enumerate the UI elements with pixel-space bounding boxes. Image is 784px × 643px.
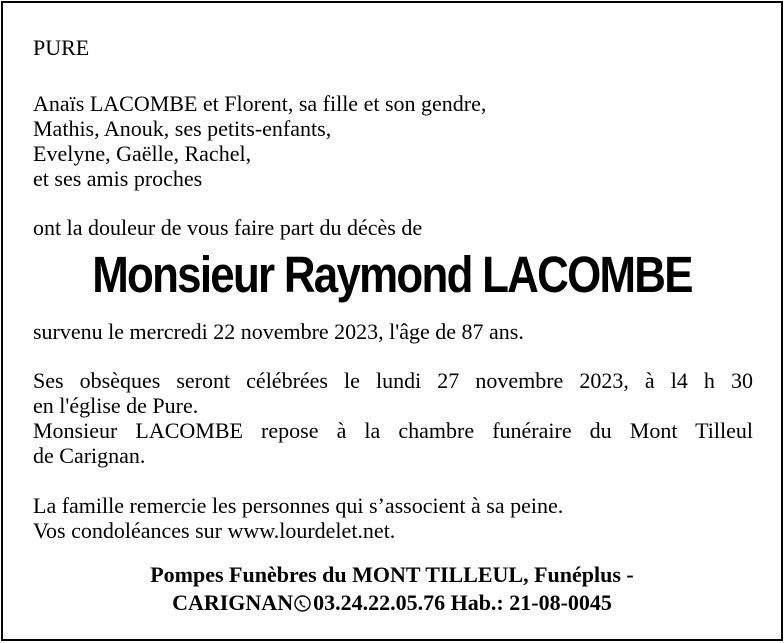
obituary-notice xyxy=(1,1,783,641)
deceased-name: Monsieur Raymond LACOMBE xyxy=(92,246,692,303)
phone-icon xyxy=(294,591,311,608)
funeral-line-2: en l'église de Pure. xyxy=(33,393,199,418)
funeral-home-contact xyxy=(3,589,781,617)
funeral-line-4: de Carignan. xyxy=(33,443,146,468)
funeral-line-1: Ses obsèques seront célébrées le lundi 27 novembre 2023, à l4 h 30 xyxy=(33,368,753,393)
family-line-3: Evelyne, Gaëlle, Rachel, xyxy=(33,141,252,166)
family-line-1: Anaïs LACOMBE et Florent, sa fille et son gendre, xyxy=(33,91,487,116)
thanks-line-1: La famille remercie les personnes qui s’associent à sa peine. xyxy=(33,493,564,518)
funeral-home-city: CARIGNAN xyxy=(172,590,294,615)
funeral-home-line: Pompes Funèbres du MONT TILLEUL, Funéplus - xyxy=(150,562,634,587)
funeral-home-phone: 03.24.22.05.76 Hab.: 21-08-0045 xyxy=(313,590,612,615)
announcement-text: ont la douleur de vous faire part du décès de xyxy=(33,215,423,240)
funeral-line-3: Monsieur LACOMBE repose à la chambre funéraire du Mont Tilleul xyxy=(33,418,753,443)
thanks-line-2: Vos condoléances sur www.lourdelet.net. xyxy=(33,518,396,543)
family-line-4: et ses amis proches xyxy=(33,166,203,191)
family-line-2: Mathis, Anouk, ses petits-enfants, xyxy=(33,116,332,141)
death-details: survenu le mercredi 22 novembre 2023, l'âge de 87 ans. xyxy=(33,319,524,344)
location-heading: PURE xyxy=(33,35,90,60)
